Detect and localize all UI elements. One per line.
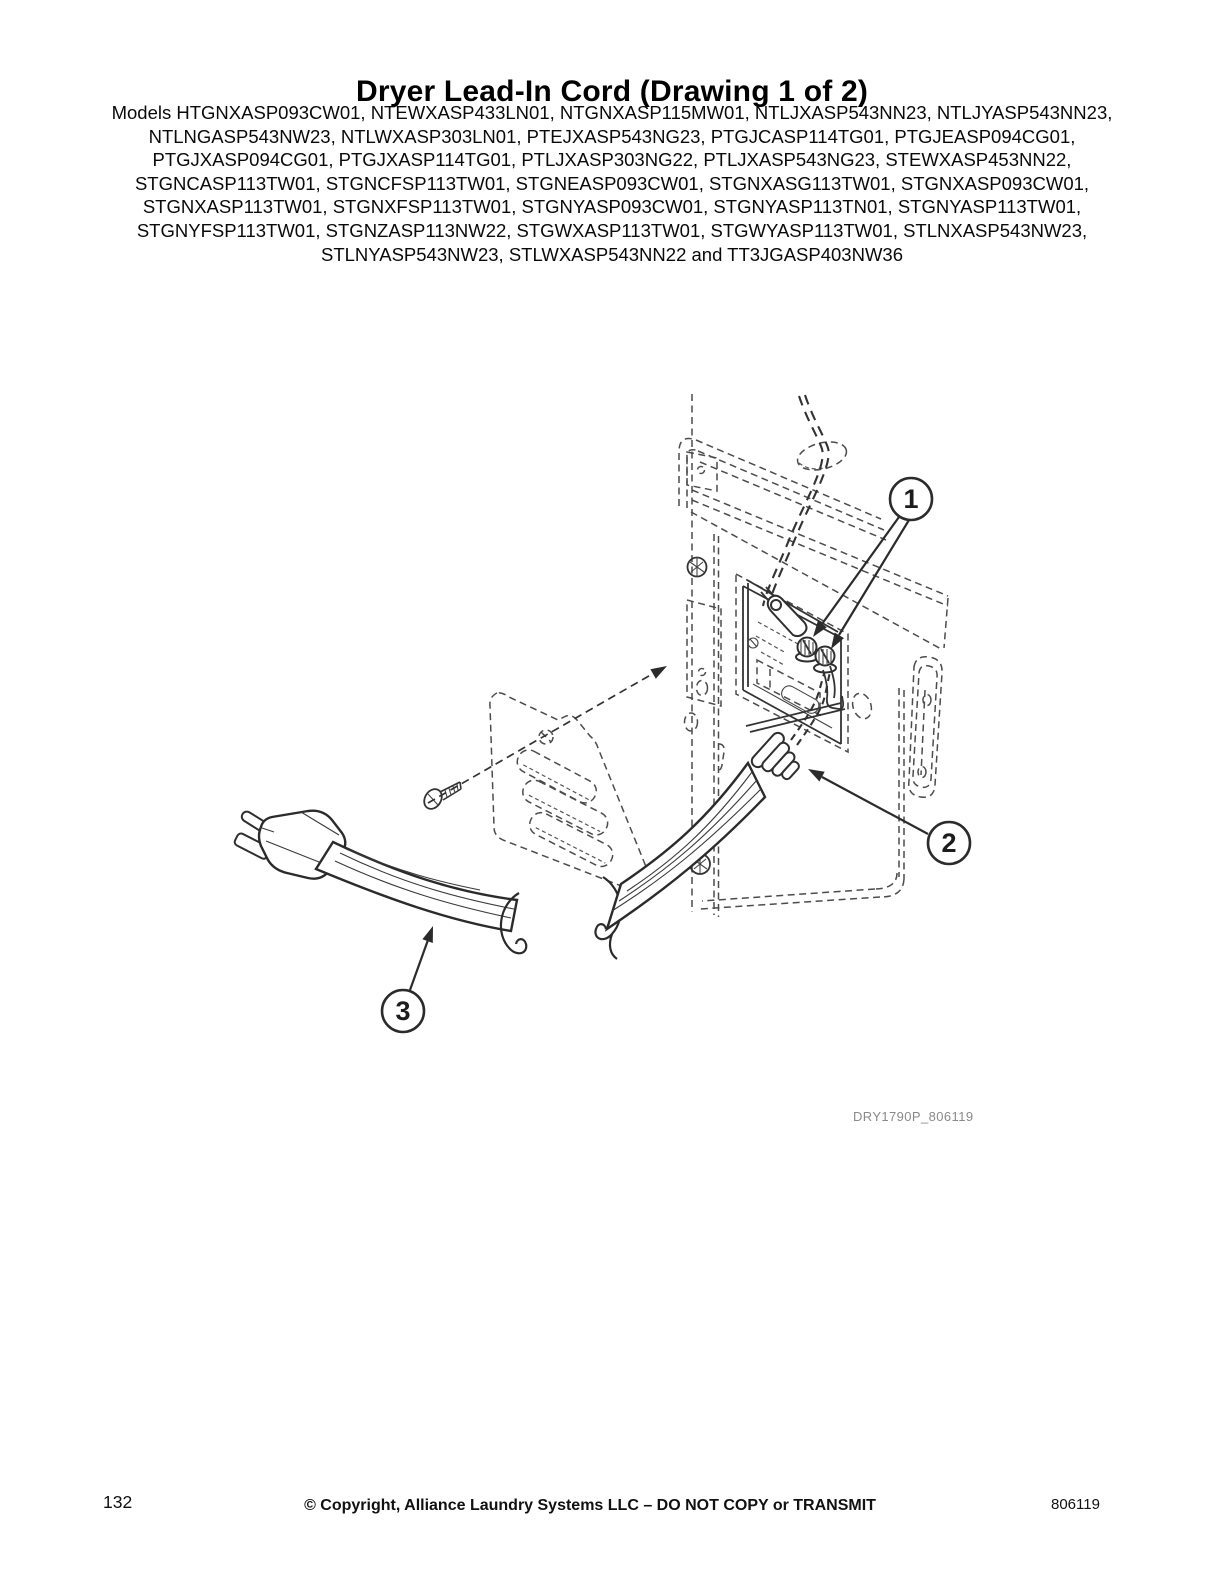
callout-1-label: 1 [903, 484, 919, 514]
page-title: Dryer Lead-In Cord (Drawing 1 of 2) [355, 75, 869, 109]
model-list-line: STGNXASP113TW01, STGNXFSP113TW01, STGNYASP093CW01, STGNYASP113TN01, STGNYASP113TW01, [142, 196, 1082, 218]
power-cord-segment-b [607, 763, 765, 929]
callout-3-label: 3 [395, 996, 411, 1026]
footer-doc-number: 806119 [1051, 1496, 1100, 1513]
drawing-id: DRY1790P_806119 [853, 1109, 974, 1124]
cord-exit-hole [795, 437, 850, 474]
model-list-line: STLNYASP543NW23, STLWXASP543NN22 and TT3JGASP403NW36 [321, 243, 903, 265]
model-list-line: Models HTGNXASP093CW01, NTEWXASP433LN01, NTGNXASP115MW01, NTLJXASP543NN23, NTLJYASP543NN23, [111, 102, 1113, 123]
power-cord-segment-a [316, 842, 517, 931]
callout-1 [813, 478, 932, 649]
handle-cutout [909, 657, 942, 798]
footer-page-number: 132 [103, 1492, 133, 1512]
assembly-direction-arrow [428, 666, 667, 803]
cover-louver [513, 746, 600, 807]
model-list-line: STGNCASP113TW01, STGNCFSP113TW01, STGNEASP093CW01, STGNXASG113TW01, STGNXASP093CW01, [134, 172, 1090, 194]
ground-wire [763, 395, 829, 606]
strain-relief [749, 730, 808, 789]
panel-bolt [688, 557, 707, 577]
access-cover [490, 693, 655, 896]
callout-3 [382, 926, 433, 1032]
model-list-line: NTLNGASP543NW23, NTLWXASP303LN01, PTEJXASP543NG23, PTGJCASP114TG01, PTGJEASP094CG01, [148, 125, 1076, 147]
terminal-screw-2 [814, 647, 836, 673]
callout-2-label: 2 [941, 828, 957, 858]
callout-2 [808, 769, 970, 864]
ring-terminal [761, 587, 807, 636]
model-list-line: PTGJXASP094CG01, PTGJXASP114TG01, PTLJXASP303NG22, PTLJXASP543NG23, STEWXASP453NN22, [152, 149, 1072, 171]
model-list-line: STGNYFSP113TW01, STGNZASP113NW22, STGWXASP113TW01, STGWYASP113TW01, STLNXASP543NW23, [136, 219, 1088, 241]
cover-louver [526, 809, 617, 870]
footer-copyright: © Copyright, Alliance Laundry Systems LLC – DO NOT COPY or TRANSMIT [304, 1497, 876, 1514]
cover-louver [519, 776, 611, 838]
